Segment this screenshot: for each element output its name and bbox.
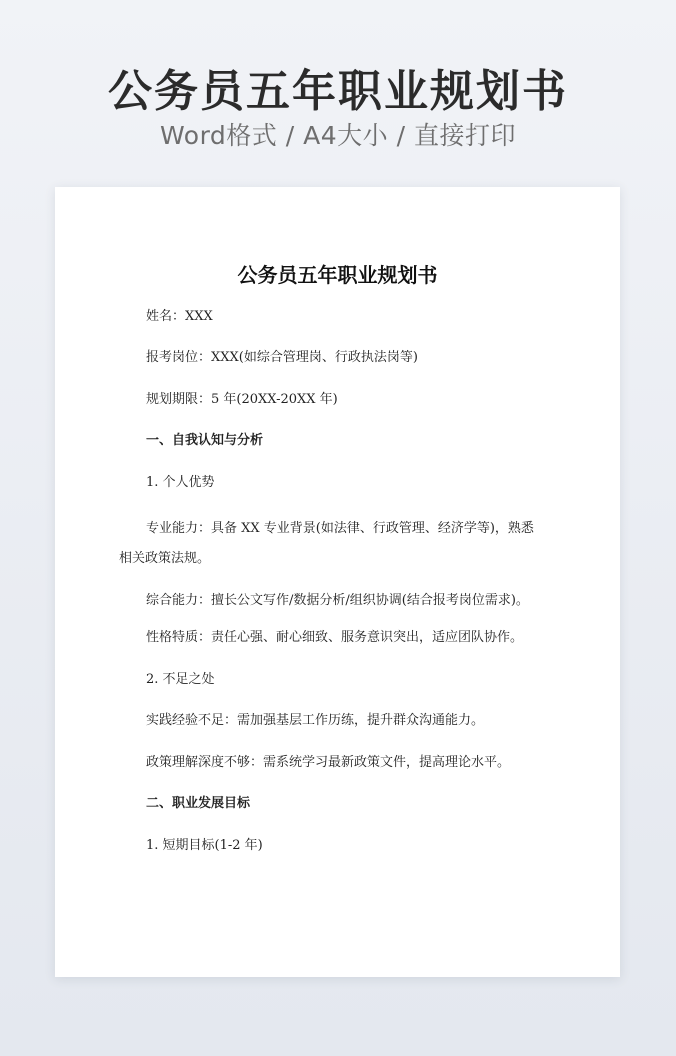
subheading-short-term: 1. 短期目标(1-2 年) — [146, 838, 263, 853]
document-page — [55, 187, 620, 977]
paragraph-professional-ability: 专业能力：具备 XX 专业背景(如法律、行政管理、经济学等)，熟悉相关政策法规。 — [119, 521, 534, 566]
field-period: 规划期限：5 年(20XX-20XX 年) — [146, 392, 338, 407]
section-heading-self-analysis: 一、自我认知与分析 — [146, 433, 264, 448]
paragraph-personality: 性格特质：责任心强、耐心细致、服务意识突出，适应团队协作。 — [146, 630, 524, 645]
subheading-weaknesses: 2. 不足之处 — [146, 672, 215, 687]
banner-subtitle: Word格式 / A4大小 / 直接打印 — [160, 121, 516, 150]
banner-title: 公务员五年职业规划书 — [108, 66, 568, 117]
document-title: 公务员五年职业规划书 — [237, 263, 438, 287]
subheading-strengths: 1. 个人优势 — [146, 475, 215, 490]
paragraph-general-ability: 综合能力：擅长公文写作/数据分析/组织协调(结合报考岗位需求)。 — [146, 593, 529, 608]
paragraph-experience: 实践经验不足：需加强基层工作历练，提升群众沟通能力。 — [146, 713, 485, 728]
section-heading-goals: 二、职业发展目标 — [146, 796, 251, 811]
field-position: 报考岗位：XXX(如综合管理岗、行政执法岗等) — [146, 350, 418, 365]
paragraph-policy: 政策理解深度不够：需系统学习最新政策文件，提高理论水平。 — [146, 755, 511, 770]
document-body — [119, 307, 546, 856]
field-name: 姓名：XXX — [146, 309, 213, 324]
